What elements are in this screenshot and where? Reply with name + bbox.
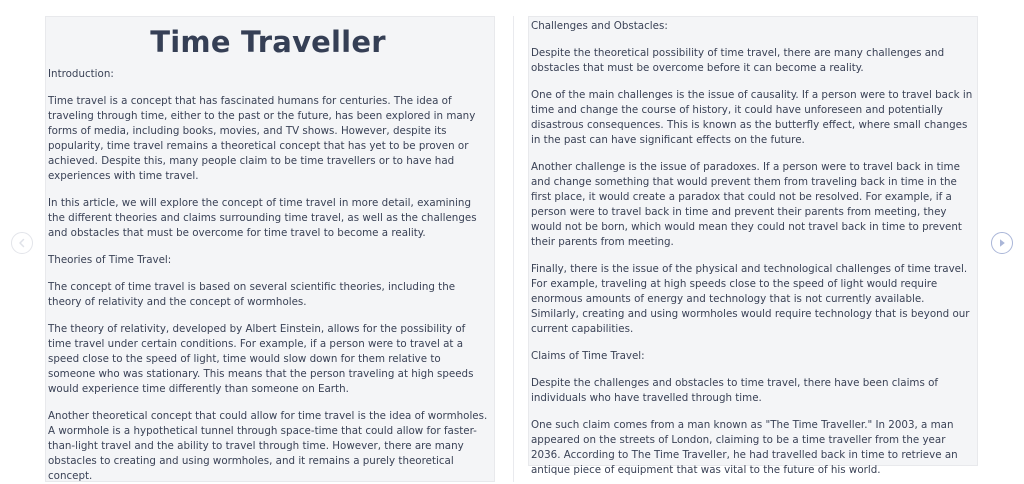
paragraph: One such claim comes from a man known as "The Time Traveller." In 2003, a man appeared on the streets of London, claiming to be a time traveller from the year 2036. According to The Time Traveller, he had travelled back in time to retrieve an antique piece of equipment that was vital to the future of his world. bbox=[531, 419, 958, 476]
previous-page-button[interactable] bbox=[11, 232, 33, 254]
paragraph: Another challenge is the issue of paradoxes. If a person were to travel back in time and change something that would prevent them from traveling back in time in the first place, it would create a paradox that could not be resolved. For example, if a person were to travel back in time and prevent their parents from meeting, they would not be born, which would mean they could not travel back in time to prevent their parents from meeting. bbox=[531, 161, 962, 248]
chevron-right-icon bbox=[997, 238, 1007, 248]
paragraph: Another theoretical concept that could allow for time travel is the idea of wormholes. A wormhole is a hypothetical tunnel through space-time that could allow for faster-than-light travel and the ability to travel through time. However, there are many obstacles to creating and using wormholes, and it remains a purely theoretical concept. bbox=[48, 410, 488, 482]
paragraph: One of the main challenges is the issue of causality. If a person were to travel back in time and change the course of history, it could have unforeseen and potentially disastrous consequences. This is known as the butterfly effect, where small changes in the past can have significant effects on the future. bbox=[531, 89, 973, 146]
paragraph: Time travel is a concept that has fascinated humans for centuries. The idea of traveling through time, either to the past or the future, has been explored in many forms of media, including books, movies, and TV shows. However, despite its popularity, time travel remains a theoretical concept that has yet to be proven or achieved. Despite this, many people claim to be time travellers or to have had experiences with time travel. bbox=[48, 95, 476, 182]
section-heading-theories: Theories of Time Travel: bbox=[48, 254, 172, 266]
paragraph: The theory of relativity, developed by Albert Einstein, allows for the possibility of time travel under certain conditions. For example, if a person were to travel at a speed close to the speed of light, time would slow down for them relative to someone who was stationary. This means that the person traveling at high speeds would experience time differently than someone on Earth. bbox=[48, 323, 474, 395]
section-heading-claims: Claims of Time Travel: bbox=[531, 350, 645, 362]
page-divider bbox=[513, 16, 514, 482]
document-title: Time Traveller bbox=[150, 25, 386, 59]
section-heading-challenges: Challenges and Obstacles: bbox=[531, 20, 668, 32]
paragraph: Despite the challenges and obstacles to time travel, there have been claims of individuals who have travelled through time. bbox=[531, 377, 939, 404]
left-page bbox=[45, 16, 495, 482]
paragraph: In this article, we will explore the concept of time travel in more detail, examining the different theories and claims surrounding time travel, as well as the challenges and obstacles that must be overcome for time travel to become a reality. bbox=[48, 197, 477, 239]
right-page bbox=[528, 16, 978, 476]
paragraph: Finally, there is the issue of the physical and technological challenges of time travel. For example, traveling at high speeds close to the speed of light would require enormous amounts of energy and technology that is not currently available. Similarly, creating and using wormholes would require technology that is beyond our current capabilities. bbox=[531, 263, 970, 335]
chevron-left-icon bbox=[17, 238, 27, 248]
next-page-button[interactable] bbox=[991, 232, 1013, 254]
section-heading-introduction: Introduction: bbox=[48, 68, 114, 80]
paragraph: Despite the theoretical possibility of time travel, there are many challenges and obstacles that must be overcome before it can become a reality. bbox=[531, 47, 945, 74]
paragraph: The concept of time travel is based on several scientific theories, including the theory of relativity and the concept of wormholes. bbox=[48, 281, 456, 308]
